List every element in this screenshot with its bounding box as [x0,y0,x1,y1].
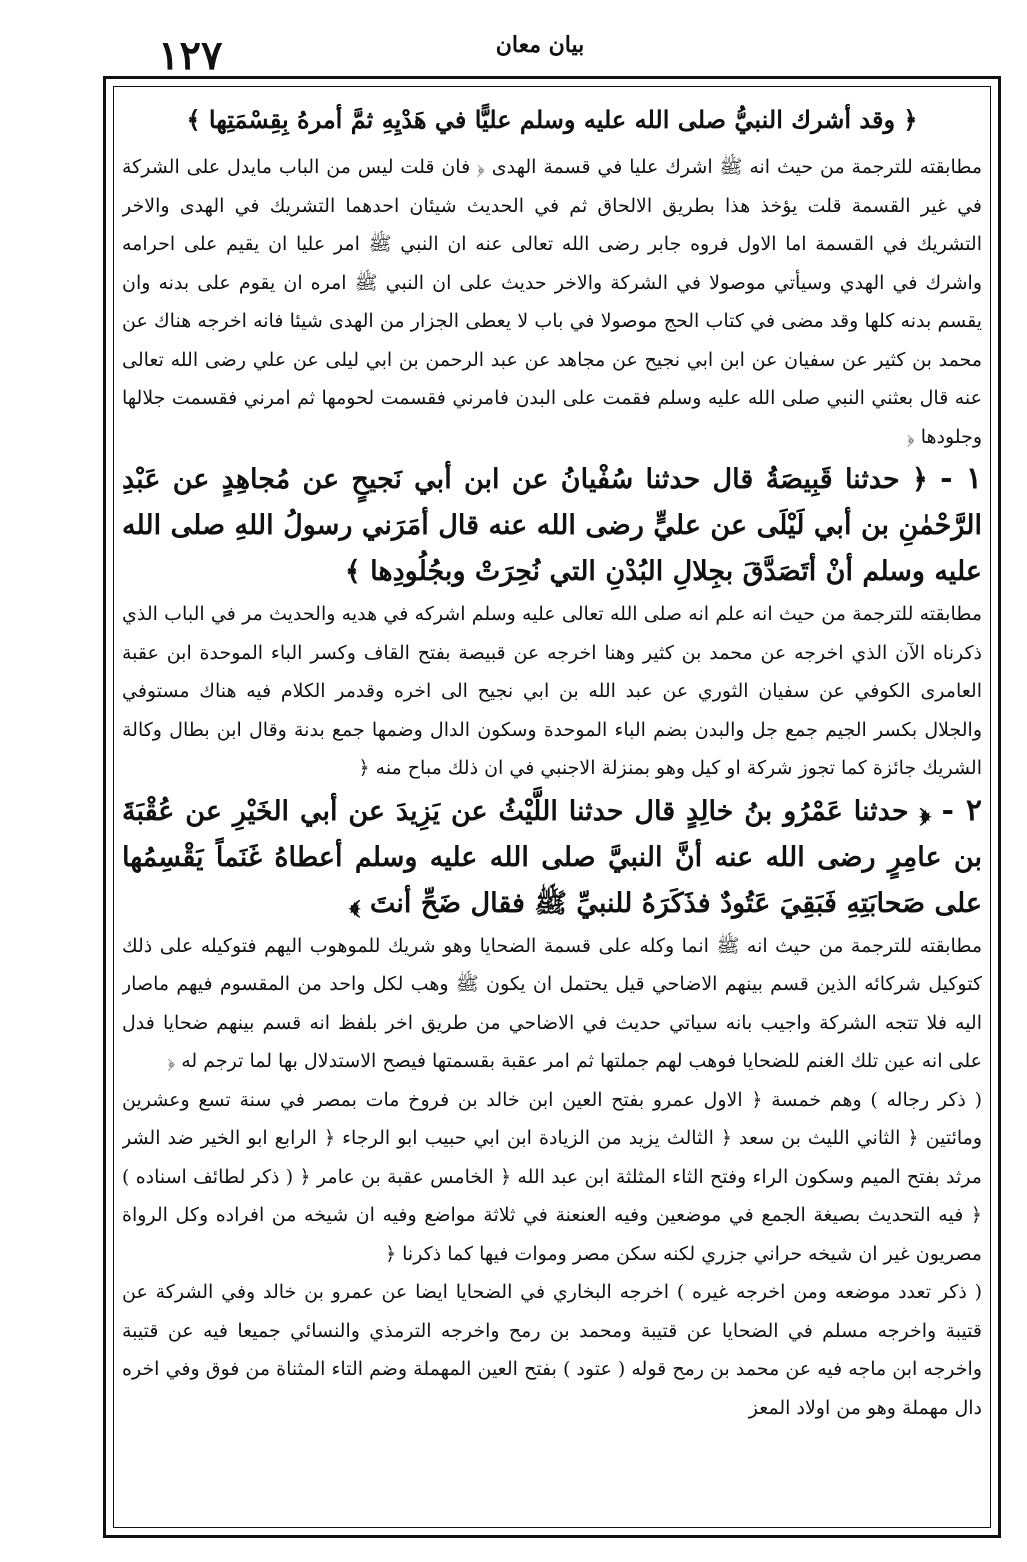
commentary-paragraph: مطابقته للترجمة من حيث انه ﷺ انما وكله على قسمة الضحايا وهو شريك للموهوب اليهم فتوكيله على ذلك كتوكيل شركائه الذين قسم بينهم الاضاحي قيل يحتمل ان يكون ﷺ وهب لكل واحد من المقسوم فيهم ماصار اليه فلا تتجه الشركة واجيب بانه سياتي حديث في الاضاحي من طريق اخر بلفظ انه قسم بينهم ضحايا فدل على انه عين تلك الغنم للضحايا فوهب لهم جملتها ثم امر عقبة بقسمتها فيصح الاستدلال بها لما ترجم له ﴿ [122,934,982,1072]
hadith-lead: ﴿ حدثنا [853,795,931,827]
hadith-body: عَمْرُو بنُ خالِدٍ قال حدثنا اللَّيْثُ عن يَزِيدَ عن أبي الخَيْرِ عن عُقْبَةَ بن عامِرٍ رضى الله عنه أنَّ النبيَّ صلى الله عليه وسلم أعطاهُ غَنَماً يَقْسِمُها على صَحابَتِهِ فَبَقِيَ عَتُودٌ فذَكَرَهُ للنبيِّ ﷺ فقال ضَحِّ أنتَ ﴾ [122,795,982,919]
hadith-text [122,788,982,927]
text-body [122,96,982,1516]
running-title: بيان معان [495,32,585,58]
commentary-paragraph: ( ذكر رجاله ) وهم خمسة ﴿ الاول عمرو بفتح العين ابن خالد بن فروخ مات بمصر في سنة تسع وعشرين ومائتين ﴿ الثاني الليث بن سعد ﴿ الثالث يزيد من الزيادة ابن ابي حبيب ابو الرجاء ﴿ الرابع ابو الخير ضد الشر مرثد بفتح الميم وسكون الراء وفتح الثاء المثلثة ابن عبد الله ﴿ الخامس عقبة بن عامر ﴿ ( ذكر لطائف اسناده ) ﴿ فيه التحديث بصيغة الجمع في موضعين وفيه العنعنة في ثلاثة مواضع وفيه ان شيخه من افراده وكل الرواة مصريون غير ان شيخه حراني جزري لكنه سكن مصر وموات فيها كما ذكرنا ﴿ [122,1088,982,1265]
commentary-paragraph: ( ذكر تعدد موضعه ومن اخرجه غيره ) اخرجه البخاري في الضحايا ايضا عن عمرو بن خالد وفي الشركة عن قتيبة واخرجه مسلم في الضحايا عن قتيبة ومحمد بن رمح واخرجه الترمذي والنسائي جميعا فيه عن قتيبة واخرجه ابن ماجه فيه عن محمد بن رمح قوله ( عتود ) بفتح العين المهملة وضم التاء المثناة من فوق وفي اخره دال مهملة وهو من اولاد المعز [122,1281,982,1419]
commentary-paragraph: مطابقته للترجمة من حيث انه ﷺ اشرك عليا في قسمة الهدى ﴿ فان قلت ليس من الباب مايدل على الشركة في غير القسمة قلت يؤخذ هذا بطريق الالحاق ثم في الحديث شيئان احدهما التشريك في الهدى والاخر التشريك في القسمة اما الاول فروه جابر رضى الله تعالى عنه ان النبي ﷺ امر عليا ان يقيم على احرامه واشرك في الهدي وسيأتي موصولا في الشركة والاخر حديث على ان النبي ﷺ امره ان يقوم على بدنه وان يقسم بدنه كلها وقد مضى في كتاب الحج موصولا في باب لا يعطى الجزار من الهدى شيئا فانه اخرجه هناك عن محمد بن كثير عن سفيان عن ابن ابي نجيح عن مجاهد عن عبد الرحمن بن ابي ليلى عن علي رضى الله تعالى عنه قال بعثني النبي صلى الله عليه وسلم فقمت على البدن فامرني فقسمت لحومها ثم امرني فقسمت جلالها وجلودها ﴿ [122,156,982,448]
hadith-body: قَبِيصَةُ قال حدثنا سُفْيانُ عن ابن أبي نَجيحٍ عن مُجاهِدٍ عن عَبْدِ الرَّحْمٰنِ بن أبي لَيْلَى عن عليٍّ رضى الله عنه قال أمَرَني رسولُ اللهِ صلى الله عليه وسلم أنْ أتَصَدَّقَ بجِلالِ البُدْنِ التي نُحِرَتْ وبجُلُودِها ﴾ [122,464,982,587]
hadith-number: ١ - [940,461,982,496]
commentary-paragraph: مطابقته للترجمة من حيث انه علم انه صلى الله تعالى عليه وسلم اشركه في هديه والحديث مر في الباب الذي ذكرناه الآن الذي اخرجه عن محمد بن كثير وهنا اخرجه عن قبيصة بفتح القاف وكسر الباء الموحدة ابن عقبة العامرى الكوفي عن سفيان الثوري عن عبد الله بن ابي نجيح الى اخره وقدمر الكلام فيه هناك مستوفي والجلال بكسر الجيم جمع جل والبدن بضم الباء الموحدة وسكون الدال وضمها جمع بدنة وقال ابن بطال وكالة الشريك جائزة كما تجوز شركة او كيل وهو بمنزلة الاجنبي في ان ذلك مباح منه ﴿ [122,603,982,779]
chapter-heading: ﴿ وقد أشرك النبيُّ صلى الله عليه وسلم عليًّا في هَدْيِهِ ثمَّ أمرهُ بِقِسْمَتِها ﴾ [186,105,918,134]
hadith-lead: ﴿ حدثنا [844,464,928,495]
page-number: ١٢٧ [158,32,223,79]
hadith-text [122,456,982,595]
hadith-number: ٢ - [941,792,982,828]
